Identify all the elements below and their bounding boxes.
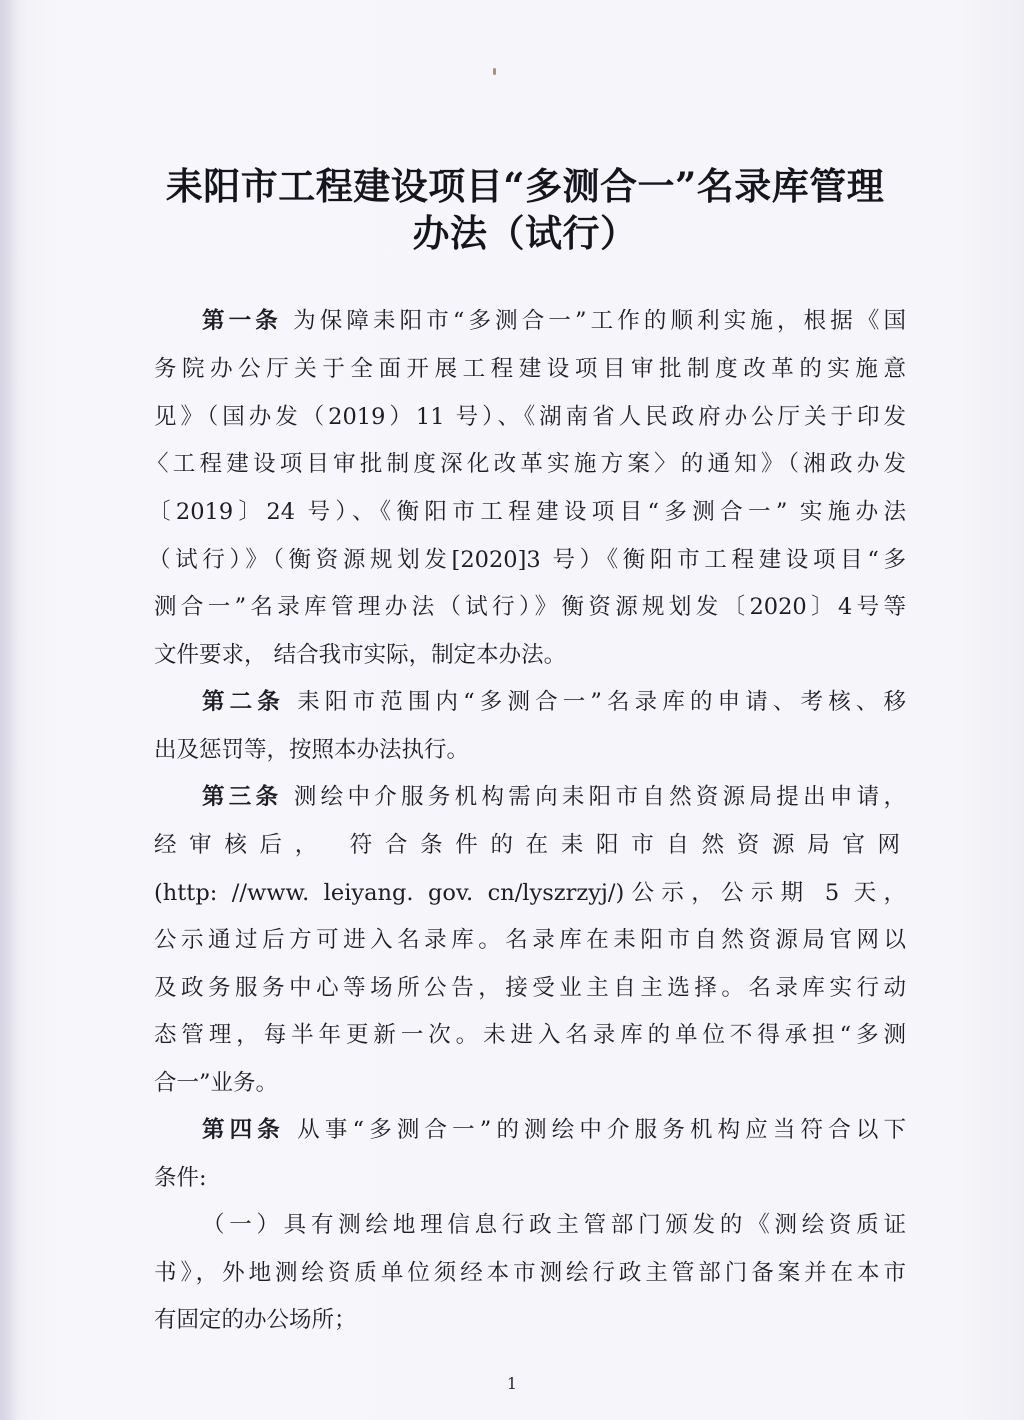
article-2-heading: 第二条 (202, 689, 285, 715)
article-3-line: 态管理，每半年更新一次。未进入名录库的单位不得承担“多测 (154, 1022, 906, 1048)
article-3-line: 合一”业务。 (154, 1070, 279, 1096)
document-title-line-2: 办法（试行） (412, 211, 638, 255)
article-3-line: (http: //www. leiyang. gov. cn/lyszrzyj/)公示，公示期 5 天， (154, 880, 906, 906)
article-1-line: 见》（国办发（2019）11 号）、《湖南省人民政府办公厅关于印发 (154, 404, 906, 430)
article-1-first-line (202, 306, 906, 336)
article-3-text: 测绘中介服务机构需向耒阳市自然资源局提出申请， (293, 784, 906, 810)
article-2-text: 耒阳市范围内“多测合一”名录库的申请、考核、移 (297, 689, 906, 715)
article-1-text: 为保障耒阳市“多测合一”工作的顺利实施，根据《国 (293, 308, 906, 334)
article-1-heading: 第一条 (202, 308, 282, 334)
article-4-item-1-line: 书》，外地测绘资质单位须经本市测绘行政主管部门备案并在本市 (154, 1260, 906, 1286)
article-3-first-line (202, 782, 906, 812)
article-4-heading: 第四条 (202, 1117, 285, 1143)
page-number: 1 (506, 1374, 518, 1393)
article-2-first-line (202, 687, 906, 717)
article-4-item-1-line: 有固定的办公场所； (154, 1307, 357, 1333)
article-1-line: 〈工程建设项目审批制度深化改革实施方案〉的通知》（湘政办发 (146, 451, 906, 477)
binding-shadow (0, 0, 18, 1420)
article-1-line: 〔2019〕24 号）、《衡阳市工程建设项目“多测合一” 实施办法 (148, 499, 906, 525)
article-4-first-line (202, 1115, 906, 1145)
article-4-item-1-line: （一）具有测绘地理信息行政主管部门颁发的《测绘资质证 (202, 1212, 906, 1238)
document-title-line-1: 耒阳市工程建设项目“多测合一”名录库管理 (165, 164, 885, 208)
article-1-line: （试行）》（衡资源规划发[2020]3 号）《衡阳市工程建设项目“多 (148, 547, 906, 573)
article-3-heading: 第三条 (202, 784, 283, 810)
article-1-line: 测合一”名录库管理办法（试行）》衡资源规划发〔2020〕4号等 (154, 594, 906, 620)
article-4-text: 从事“多测合一”的测绘中介服务机构应当符合以下 (297, 1117, 906, 1143)
article-3-line: 公示通过后方可进入名录库。名录库在耒阳市自然资源局官网以 (154, 927, 906, 953)
article-2-line: 出及惩罚等，按照本办法执行。 (154, 737, 470, 763)
article-1-line: 务院办公厅关于全面开展工程建设项目审批制度改革的实施意 (154, 356, 906, 382)
article-4-line: 条件: (154, 1165, 207, 1191)
article-1-line: 文件要求， 结合我市实际，制定本办法。 (154, 642, 567, 668)
article-3-line: 及政务服务中心等场所公告，接受业主自主选择。名录库实行动 (154, 975, 906, 1001)
paper-speck (493, 68, 496, 75)
article-3-line: 经审核后， 符合条件的在耒阳市自然资源局官网 (154, 832, 906, 858)
